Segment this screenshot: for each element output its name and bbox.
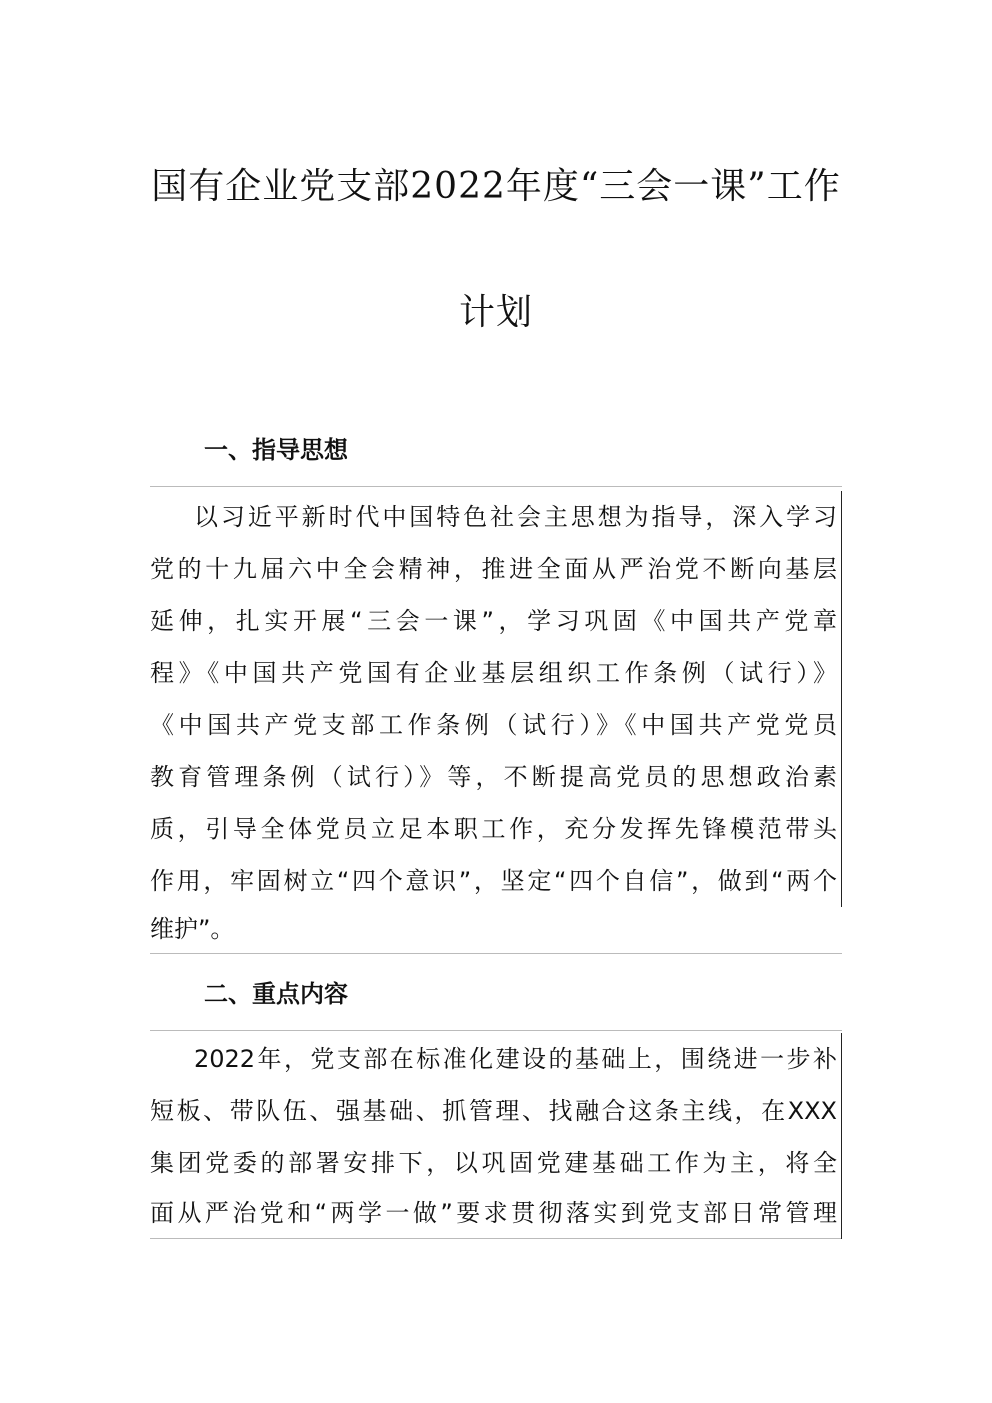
paragraph-line: 《中国共产党支部工作条例（试行）》《中国共产党党员 <box>150 699 842 751</box>
paragraph-line: 集团党委的部署安排下，以巩固党建基础工作为主，将全 <box>150 1137 842 1189</box>
paragraph-key-content <box>150 1030 842 1239</box>
paragraph-line: 党的十九届六中全会精神，推进全面从严治党不断向基层 <box>150 543 842 595</box>
section-heading-key-content: 二、重点内容 <box>204 980 348 1008</box>
document-title-line-1: 国有企业党支部2022年度“三会一课”工作 <box>151 166 841 207</box>
paragraph-line: 2022年，党支部在标准化建设的基础上，围绕进一步补 <box>150 1033 842 1085</box>
paragraph-line: 作用，牢固树立“四个意识”，坚定“四个自信”，做到“两个 <box>150 855 842 907</box>
paragraph-guiding-thought <box>150 486 842 954</box>
paragraph-line: 教育管理条例（试行）》等，不断提高党员的思想政治素 <box>150 751 842 803</box>
paragraph-line: 维护”。 <box>150 915 235 943</box>
document-title-line-2: 计划 <box>458 292 533 333</box>
paragraph-line: 短板、带队伍、强基础、抓管理、找融合这条主线，在XXX <box>150 1085 842 1137</box>
paragraph-line: 质，引导全体党员立足本职工作，充分发挥先锋模范带头 <box>150 803 842 855</box>
paragraph-line: 面从严治党和“两学一做”要求贯彻落实到党支部日常管理 <box>150 1187 842 1239</box>
paragraph-line: 程》《中国共产党国有企业基层组织工作条例（试行）》 <box>150 647 842 699</box>
paragraph-line: 以习近平新时代中国特色社会主思想为指导，深入学习 <box>150 491 842 543</box>
paragraph-line: 延伸，扎实开展“三会一课”，学习巩固《中国共产党章 <box>150 595 842 647</box>
section-heading-guiding-thought: 一、指导思想 <box>204 436 348 464</box>
